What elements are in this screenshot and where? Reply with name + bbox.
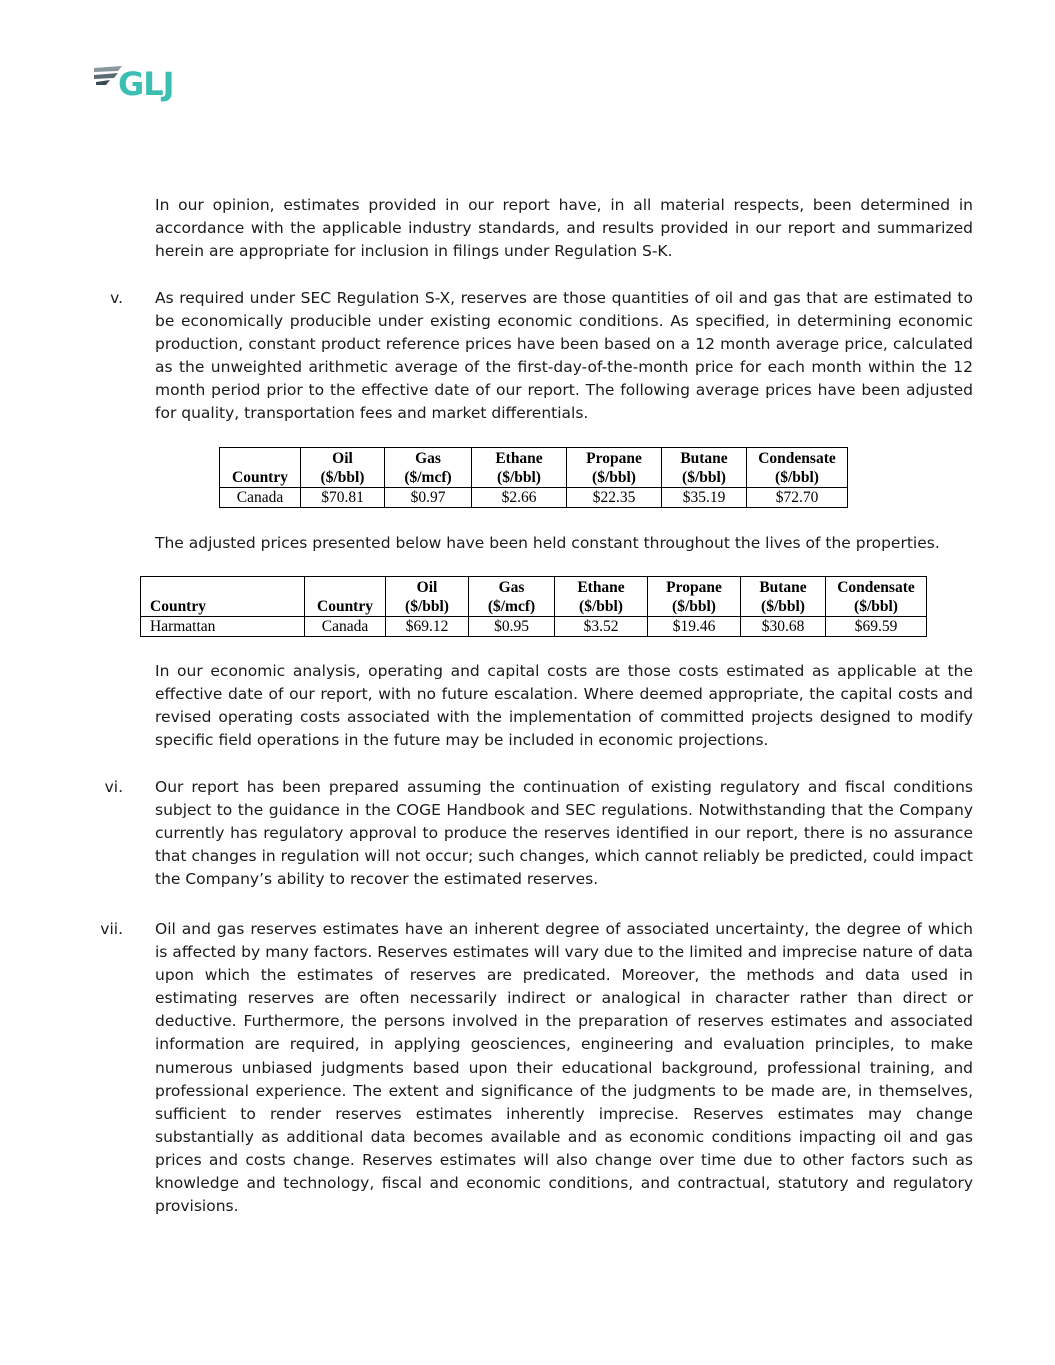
glj-logo <box>92 62 182 108</box>
adjusted-price-table <box>140 576 927 637</box>
table-cell: $35.19 <box>662 488 747 508</box>
table-header-cell: Country <box>141 577 305 617</box>
economic-analysis-paragraph: In our economic analysis, operating and capital costs are those costs estimated as applicable at the effective date of our report, with no future escalation. Where deemed appropriate, the capital costs and revised operating costs associated with the implementation of committed projects designed to modify specific field operations in the future may be included in economic projections. <box>155 662 973 750</box>
item-vi-paragraph: Our report has been prepared assuming the continuation of existing regulatory and fiscal conditions subject to the guidance in the COGE Handbook and SEC regulations. Notwithstanding that the Company currently has regulatory approval to produce the reserves identified in our report, there is no assurance that changes in regulation will not occur; such changes, which cannot reliably be predicted, could impact the Company’s ability to recover the estimated reserves. <box>155 778 973 889</box>
table-row <box>141 617 927 637</box>
table-cell: $2.66 <box>472 488 567 508</box>
table-header-cell: Oil ($/bbl) <box>301 448 385 488</box>
item-vii-numeral: vii. <box>100 920 123 938</box>
table-header-cell: Ethane ($/bbl) <box>472 448 567 488</box>
table-cell: Canada <box>305 617 386 637</box>
table-header-row <box>141 577 927 617</box>
table-header-cell: Ethane ($/bbl) <box>555 577 648 617</box>
logo-text: GLJ <box>118 65 174 103</box>
item-vii-paragraph: Oil and gas reserves estimates have an inherent degree of associated uncertainty, the degree of which is affected by many factors. Reserves estimates will vary due to the limited and imprecise nature of data upon which the estimates of reserves are predicated. Moreover, the methods and data used in estimating reserves are often necessarily indirect or analogical in character rather than direct or deductive. Furthermore, the persons involved in the preparation of reserves estimates and associated information are required, in applying geosciences, engineering and evaluation principles, to make numerous unbiased judgments based upon their educational background, professional training, and professional experience. The extent and significance of the judgments to be made are, in themselves, sufficient to render reserves estimates inherently imprecise. Reserves estimates may change substantially as additional data becomes available and as economic conditions impacting oil and gas prices and costs change. Reserves estimates will also change over time due to other factors such as knowledge and technology, fiscal and economic conditions, and contractual, statutory and regulatory provisions. <box>155 920 973 1216</box>
table-header-cell: Condensate ($/bbl) <box>747 448 848 488</box>
table-header-cell: Butane ($/bbl) <box>741 577 826 617</box>
table-cell: $72.70 <box>747 488 848 508</box>
table-header-cell: Propane ($/bbl) <box>567 448 662 488</box>
table-cell: $69.12 <box>386 617 469 637</box>
table-header-cell: Gas ($/mcf) <box>469 577 555 617</box>
table-header-cell: Country <box>220 448 301 488</box>
item-v-numeral: v. <box>110 289 123 307</box>
opinion-paragraph: In our opinion, estimates provided in our report have, in all material respects, been determined in accordance with the applicable industry standards, and results provided in our report and summarized herein are appropriate for inclusion in filings under Regulation S-K. <box>155 196 973 261</box>
table-cell: $69.59 <box>826 617 927 637</box>
table-header-cell: Gas ($/mcf) <box>385 448 472 488</box>
table-cell: $0.95 <box>469 617 555 637</box>
table-row <box>220 488 848 508</box>
table-cell: $19.46 <box>648 617 741 637</box>
item-v-paragraph: As required under SEC Regulation S-X, reserves are those quantities of oil and gas that are estimated to be economically producible under existing economic conditions. As specified, in determining economic production, constant product reference prices have been based on a 12 month average price, calculated as the unweighted arithmetic average of the first-day-of-the-month price for each month within the 12 month period prior to the effective date of our report. The following average prices have been adjusted for quality, transportation fees and market differentials. <box>155 289 973 423</box>
table-header-cell: Butane ($/bbl) <box>662 448 747 488</box>
table-header-cell: Country <box>305 577 386 617</box>
table-cell: $0.97 <box>385 488 472 508</box>
table-header-cell: Condensate ($/bbl) <box>826 577 927 617</box>
table-cell: $3.52 <box>555 617 648 637</box>
reference-price-table <box>219 447 848 508</box>
table-header-cell: Oil ($/bbl) <box>386 577 469 617</box>
table-cell: $70.81 <box>301 488 385 508</box>
table-header-row <box>220 448 848 488</box>
table-cell: Harmattan <box>141 617 305 637</box>
table-header-cell: Propane ($/bbl) <box>648 577 741 617</box>
adjusted-prices-paragraph: The adjusted prices presented below have been held constant throughout the lives of the properties. <box>155 534 940 552</box>
table-cell: Canada <box>220 488 301 508</box>
table-cell: $22.35 <box>567 488 662 508</box>
item-vi-numeral: vi. <box>104 778 123 796</box>
table-cell: $30.68 <box>741 617 826 637</box>
